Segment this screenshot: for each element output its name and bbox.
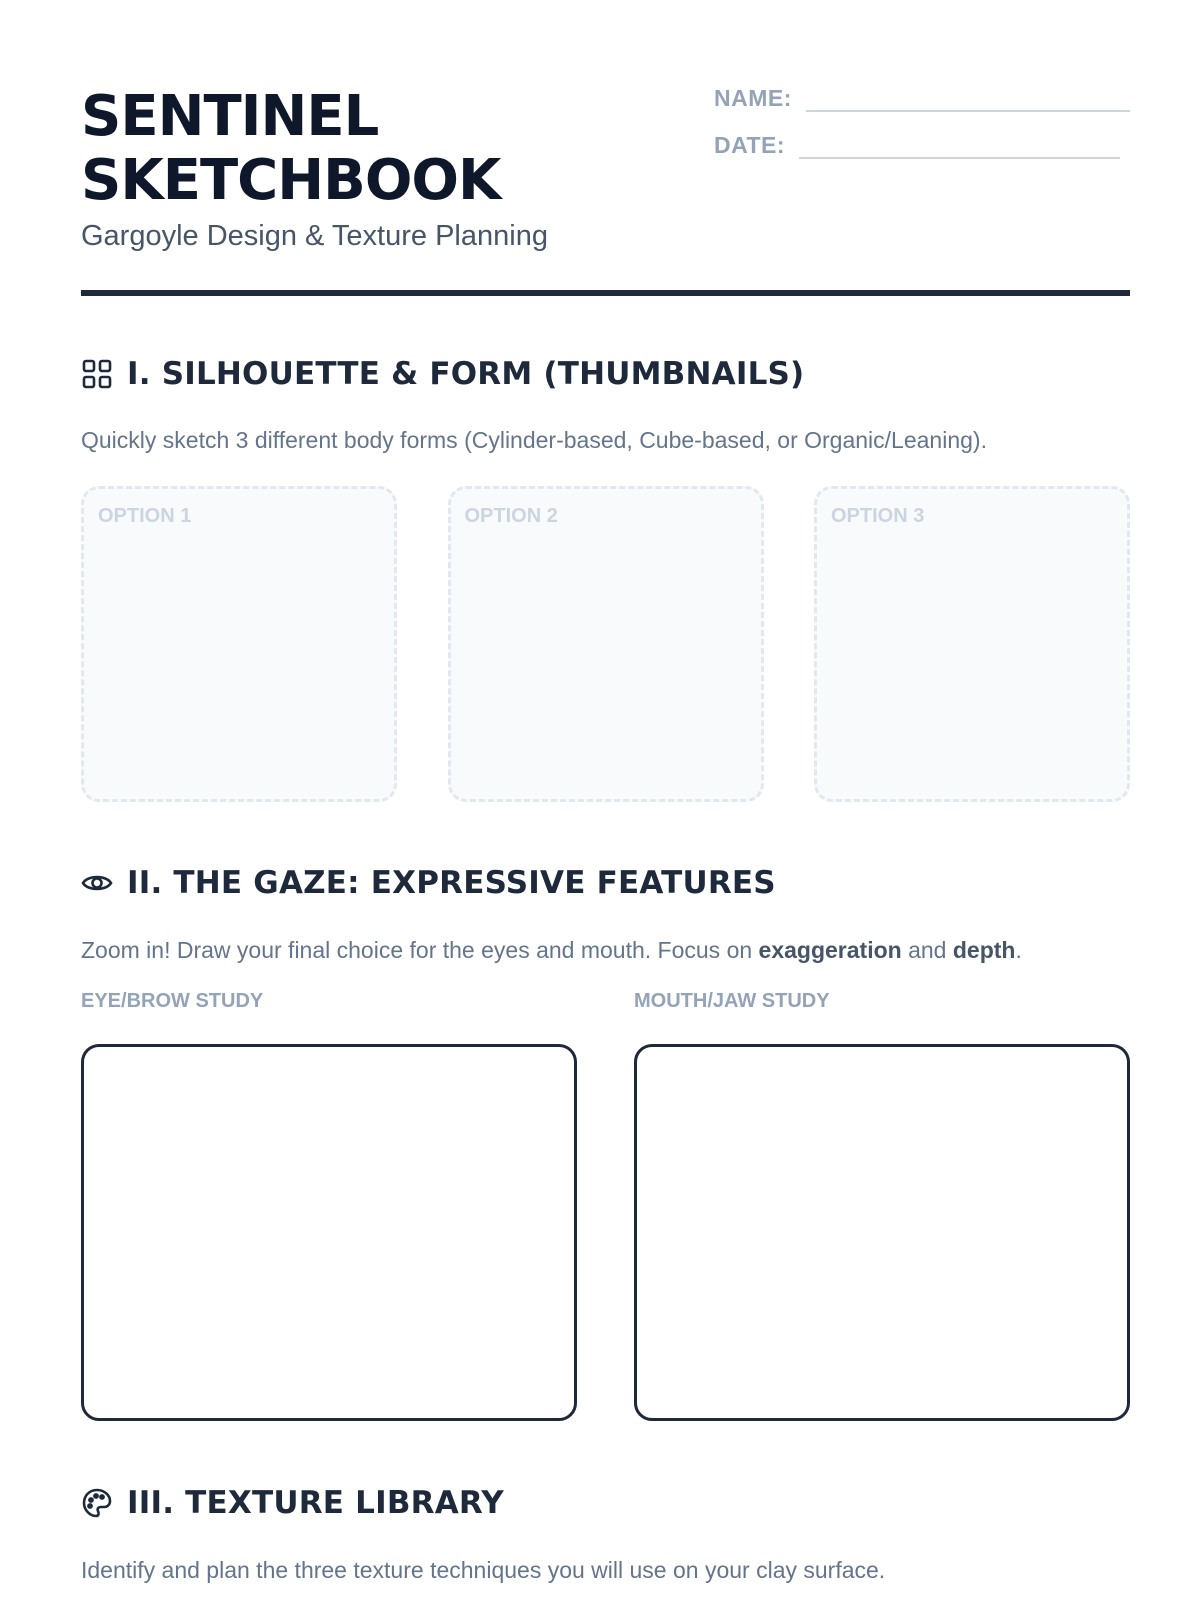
eye-brow-study bbox=[81, 990, 577, 1421]
thumbnail-label: OPTION 2 bbox=[464, 505, 558, 527]
instructions-emphasis: exaggeration bbox=[758, 937, 902, 963]
instructions-emphasis: depth bbox=[952, 937, 1016, 963]
instructions-text: and bbox=[901, 937, 953, 963]
title-line-1: SENTINEL bbox=[81, 84, 379, 149]
header-divider bbox=[81, 290, 1130, 296]
thumbnail-label: OPTION 3 bbox=[831, 505, 925, 527]
worksheet-header bbox=[81, 0, 1130, 300]
worksheet-page bbox=[81, 0, 1130, 1583]
thumbnail-box[interactable] bbox=[81, 486, 397, 802]
section-title: III. TEXTURE LIBRARY bbox=[127, 1485, 504, 1521]
name-field[interactable] bbox=[806, 84, 1130, 112]
date-label: DATE: bbox=[714, 132, 786, 158]
mouth-jaw-study bbox=[634, 990, 1130, 1421]
section-heading bbox=[81, 860, 1130, 906]
section-title: I. SILHOUETTE & FORM (THUMBNAILS) bbox=[127, 356, 805, 392]
thumbnail-row bbox=[81, 486, 1130, 802]
section-title: II. THE GAZE: EXPRESSIVE FEATURES bbox=[127, 865, 776, 901]
page-subtitle: Gargoyle Design & Texture Planning bbox=[81, 220, 548, 252]
instructions-text: Zoom in! Draw your final choice for the eyes and mouth. Focus on bbox=[81, 937, 759, 963]
section-heading bbox=[81, 1480, 1130, 1526]
study-label: EYE/BROW STUDY bbox=[81, 990, 264, 1012]
section-texture bbox=[81, 1480, 1130, 1583]
name-label: NAME: bbox=[714, 85, 792, 111]
section-instructions bbox=[81, 937, 1022, 964]
student-info bbox=[714, 82, 1130, 176]
drawing-box[interactable] bbox=[81, 1044, 577, 1421]
grid-icon bbox=[81, 358, 113, 390]
drawing-box[interactable] bbox=[634, 1044, 1130, 1421]
section-instructions: Identify and plan the three texture techniques you will use on your clay surface. bbox=[81, 1557, 886, 1583]
study-row bbox=[81, 990, 1130, 1421]
thumbnail-box[interactable] bbox=[448, 486, 764, 802]
section-silhouette bbox=[81, 351, 1130, 527]
section-heading bbox=[81, 351, 1130, 397]
name-row bbox=[714, 82, 1130, 112]
section-gaze bbox=[81, 860, 1130, 1012]
eye-icon bbox=[81, 867, 113, 899]
thumbnail-label: OPTION 1 bbox=[98, 505, 192, 527]
instructions-text: . bbox=[1015, 937, 1022, 963]
study-label: MOUTH/JAW STUDY bbox=[634, 990, 830, 1012]
date-row bbox=[714, 129, 1130, 159]
thumbnail-box[interactable] bbox=[814, 486, 1130, 802]
section-instructions: Quickly sketch 3 different body forms (Cylinder-based, Cube-based, or Organic/Leaning). bbox=[81, 427, 987, 453]
title-line-2: SKETCHBOOK bbox=[81, 148, 501, 213]
palette-icon bbox=[81, 1487, 113, 1519]
date-field[interactable] bbox=[799, 131, 1120, 159]
page-title bbox=[81, 85, 500, 213]
